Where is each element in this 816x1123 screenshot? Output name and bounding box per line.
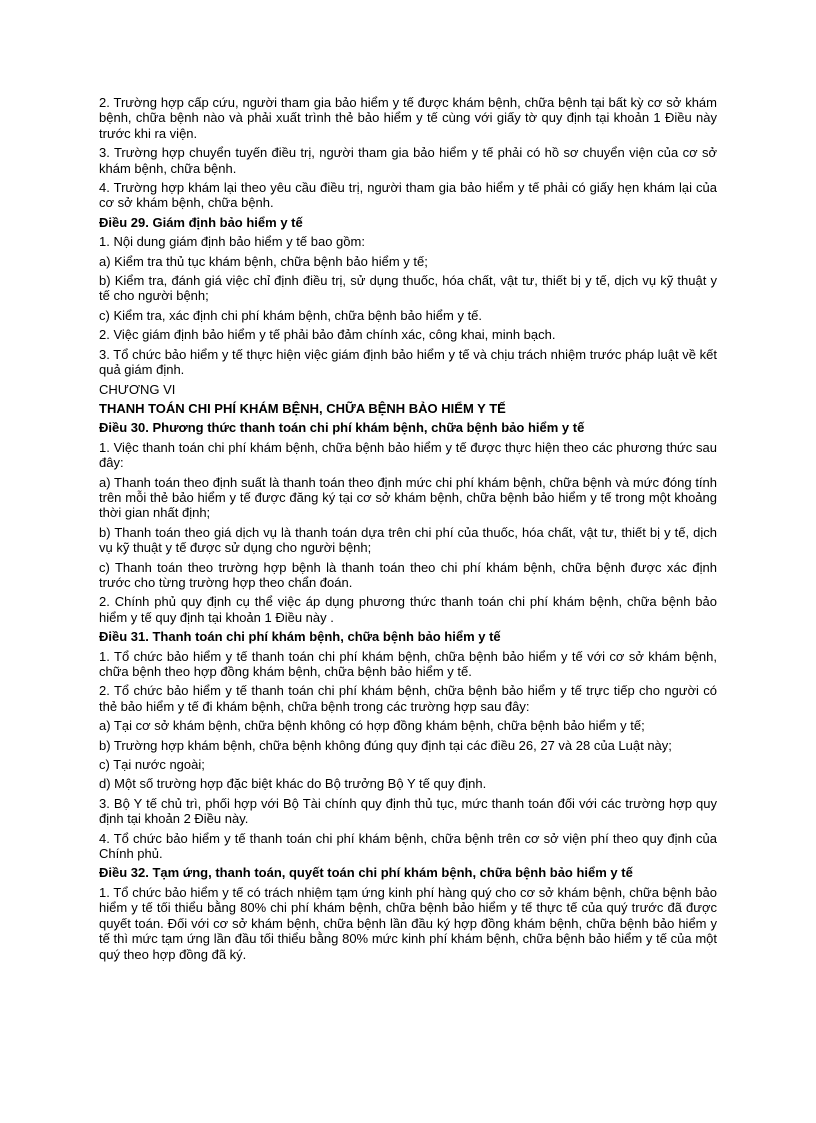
paragraph: 2. Tổ chức bảo hiểm y tế thanh toán chi phí khám bệnh, chữa bệnh bảo hiểm y tế trực tiếp cho người có thẻ bảo hiểm y tế đi khám bệnh, chữa bệnh trong các trường hợp sau đây: [99,683,717,714]
paragraph: 4. Trường hợp khám lại theo yêu cầu điều trị, người tham gia bảo hiểm y tế phải có giấy hẹn khám lại của cơ sở khám bệnh, chữa bệnh. [99,180,717,211]
paragraph: 1. Việc thanh toán chi phí khám bệnh, chữa bệnh bảo hiểm y tế được thực hiện theo các phương thức sau đây: [99,439,717,471]
chapter-label: CHƯƠNG VI [99,381,176,397]
paragraph: a) Thanh toán theo định suất là thanh toán theo định mức chi phí khám bệnh, chữa bệnh và mức đóng tính trên mỗi thẻ bảo hiểm y tế được đăng ký tại cơ sở khám bệnh, chữa bệnh bảo hiểm y tế trong một khoảng thời gian nhất định; [99,474,717,521]
article-heading: Điều 31. Thanh toán chi phí khám bệnh, chữa bệnh bảo hiểm y tế [99,629,501,645]
paragraph: b) Kiểm tra, đánh giá việc chỉ định điều trị, sử dụng thuốc, hóa chất, vật tư, thiết bị y tế, dịch vụ kỹ thuật y tế cho người bệnh; [99,273,717,304]
paragraph: c) Thanh toán theo trường hợp bệnh là thanh toán theo chi phí khám bệnh, chữa bệnh được xác định trước cho từng trường hợp theo chẩn đoán. [99,559,717,590]
paragraph: b) Trường hợp khám bệnh, chữa bệnh không đúng quy định tại các điều 26, 27 và 28 của Luật này; [99,737,672,753]
paragraph: 1. Nội dung giám định bảo hiểm y tế bao gồm: [99,234,365,250]
paragraph: d) Một số trường hợp đặc biệt khác do Bộ trưởng Bộ Y tế quy định. [99,776,487,792]
paragraph: 1. Tổ chức bảo hiểm y tế thanh toán chi phí khám bệnh, chữa bệnh bảo hiểm y tế với cơ sở khám bệnh, chữa bệnh theo hợp đồng khám bệnh, chữa bệnh bảo hiểm y tế. [99,648,717,679]
paragraph: 2. Việc giám định bảo hiểm y tế phải bảo đảm chính xác, công khai, minh bạch. [99,327,556,343]
paragraph: 3. Trường hợp chuyển tuyến điều trị, người tham gia bảo hiểm y tế phải có hồ sơ chuyển viện của cơ sở khám bệnh, chữa bệnh. [99,145,717,176]
document-page [99,95,717,966]
article-heading: Điều 32. Tạm ứng, thanh toán, quyết toán chi phí khám bệnh, chữa bệnh bảo hiểm y tế [99,865,633,881]
paragraph: b) Thanh toán theo giá dịch vụ là thanh toán dựa trên chi phí của thuốc, hóa chất, vật tư, thiết bị y tế, dịch vụ kỹ thuật y tế được sử dụng cho người bệnh; [99,524,717,556]
paragraph: a) Tại cơ sở khám bệnh, chữa bệnh không có hợp đồng khám bệnh, chữa bệnh bảo hiểm y tế; [99,718,645,734]
article-heading: Điều 30. Phương thức thanh toán chi phí khám bệnh, chữa bệnh bảo hiểm y tế [99,420,585,436]
paragraph: 4. Tổ chức bảo hiểm y tế thanh toán chi phí khám bệnh, chữa bệnh trên cơ sở viện phí theo quy định của Chính phủ. [99,830,717,862]
chapter-title: THANH TOÁN CHI PHÍ KHÁM BỆNH, CHỮA BỆNH BẢO HIỂM Y TẾ [99,400,506,416]
paragraph: a) Kiểm tra thủ tục khám bệnh, chữa bệnh bảo hiểm y tế; [99,253,428,269]
paragraph: 1. Tổ chức bảo hiểm y tế có trách nhiệm tạm ứng kinh phí hàng quý cho cơ sở khám bệnh, chữa bệnh bảo hiểm y tế tối thiểu bằng 80% chi phí khám bệnh, chữa bệnh bảo hiểm y tế thực tế của quý trước đã được quyết toán. Đối với cơ sở khám bệnh, chữa bệnh lần đầu ký hợp đồng khám bệnh, chữa bệnh bảo hiểm y tế thì mức tạm ứng lần đầu tối thiểu bằng 80% mức kinh phí khám bệnh, chữa bệnh bảo hiểm y tế của một quý theo hợp đồng đã ký. [99,884,717,962]
article-heading: Điều 29. Giám định bảo hiểm y tế [99,214,303,230]
paragraph: 3. Tổ chức bảo hiểm y tế thực hiện việc giám định bảo hiểm y tế và chịu trách nhiệm trước pháp luật về kết quả giám định. [99,346,717,378]
paragraph: 2. Trường hợp cấp cứu, người tham gia bảo hiểm y tế được khám bệnh, chữa bệnh tại bất kỳ cơ sở khám bệnh, chữa bệnh nào và phải xuất trình thẻ bảo hiểm y tế cùng với giấy tờ quy định tại khoản 1 Điều này trước khi ra viện. [99,95,717,141]
paragraph: c) Tại nước ngoài; [99,757,205,773]
paragraph: 2. Chính phủ quy định cụ thể việc áp dụng phương thức thanh toán chi phí khám bệnh, chữa bệnh bảo hiểm y tế quy định tại khoản 1 Điều này . [99,594,717,625]
paragraph: 3. Bộ Y tế chủ trì, phối hợp với Bộ Tài chính quy định thủ tục, mức thanh toán đối với các trường hợp quy định tại khoản 2 Điều này. [99,795,717,827]
paragraph: c) Kiểm tra, xác định chi phí khám bệnh, chữa bệnh bảo hiểm y tế. [99,307,483,323]
